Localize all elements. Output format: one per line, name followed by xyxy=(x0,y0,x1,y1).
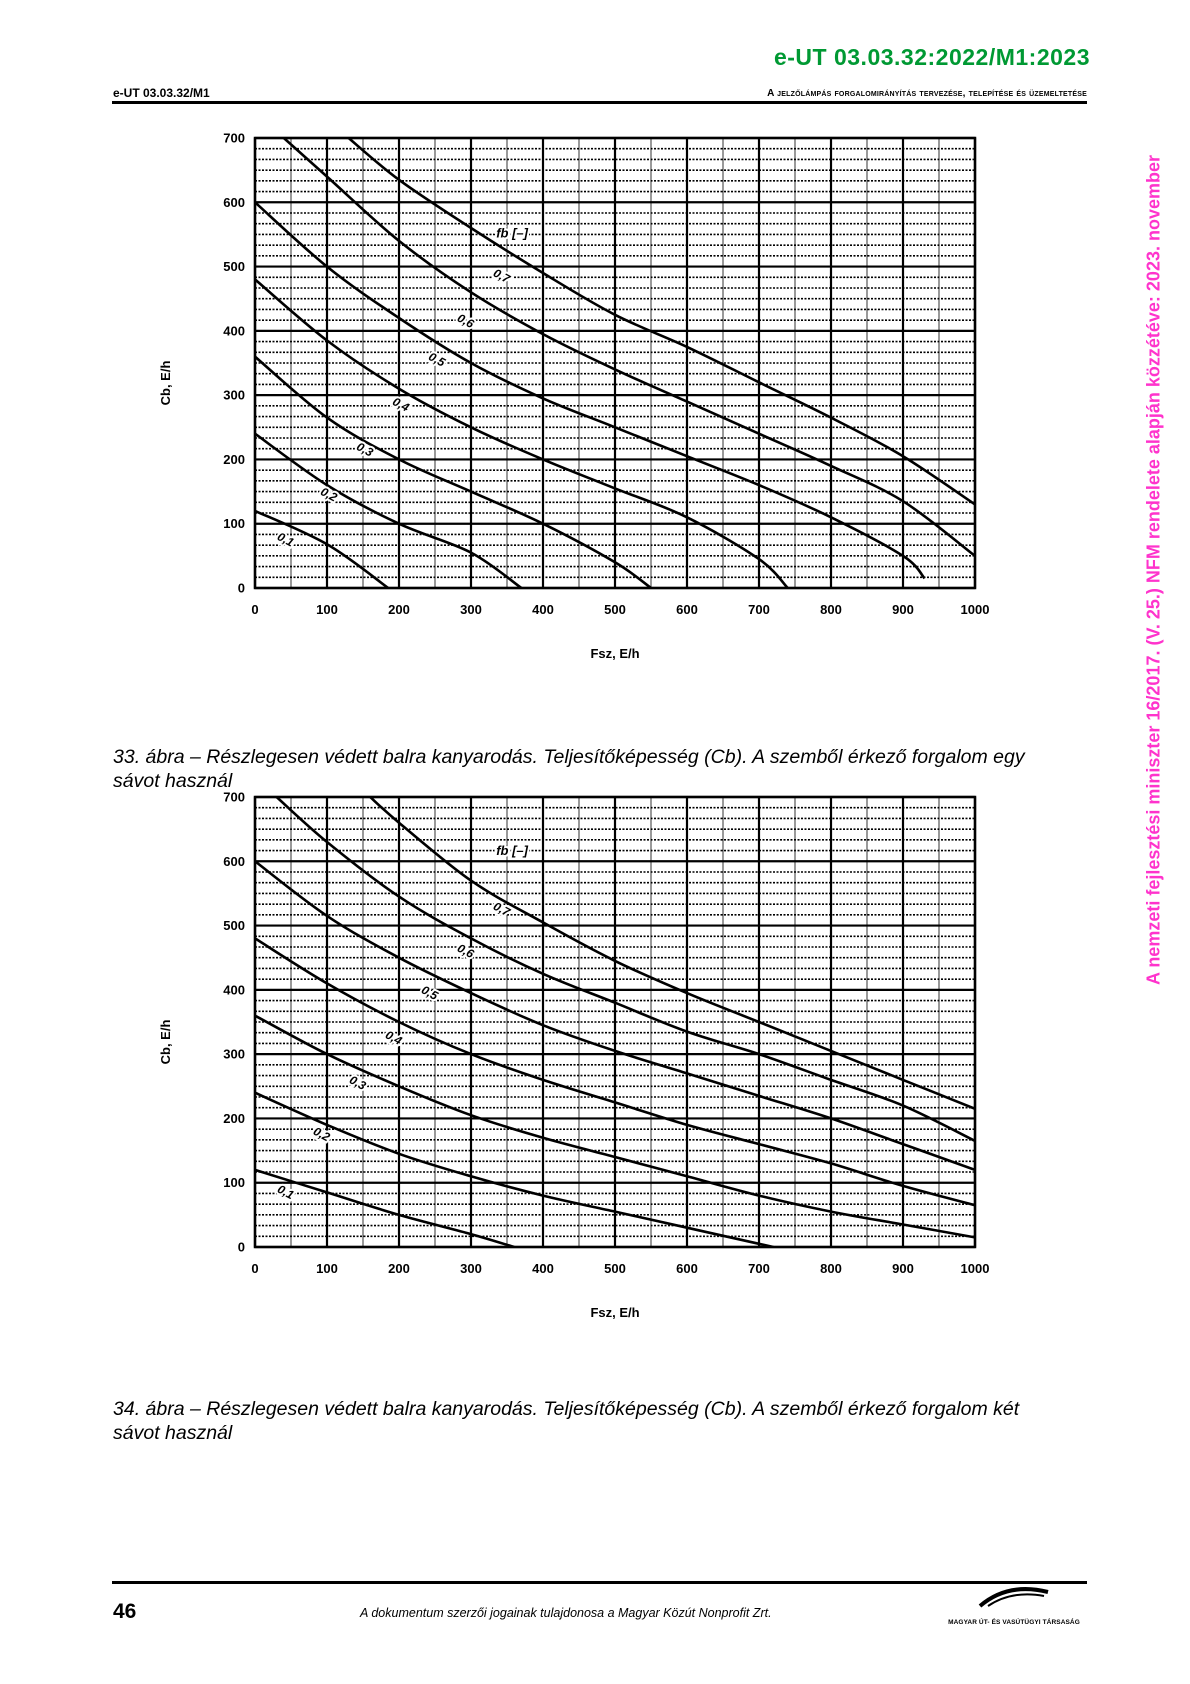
x-tick-label: 900 xyxy=(892,1261,914,1276)
figure-33-caption: 33. ábra – Részlegesen védett balra kanyarodás. Teljesítőképesség (Cb). A szemből érkező forgalom egy sávot használ xyxy=(113,746,1025,792)
publication-side-note: A nemzeti fejlesztési miniszter 16/2017. (V. 25.) NFM rendelete alapján közzétéve: 2023. november xyxy=(1143,155,1164,986)
x-tick-label: 200 xyxy=(388,602,410,617)
series-label: 0,7 xyxy=(491,899,513,920)
series-line xyxy=(255,511,388,588)
x-tick-label: 500 xyxy=(604,602,626,617)
x-tick-label: 0 xyxy=(251,602,259,617)
x-tick-label: 1000 xyxy=(960,1261,990,1276)
series-label: 0,1 xyxy=(275,1181,297,1203)
y-tick-label: 200 xyxy=(223,1110,245,1126)
legend-title: fb [–] xyxy=(496,225,528,241)
y-tick-label: 0 xyxy=(237,1239,245,1255)
x-tick-label: 100 xyxy=(316,1261,338,1276)
y-tick-label: 500 xyxy=(223,259,245,275)
y-tick-label: 0 xyxy=(237,580,245,596)
legend-title: fb [–] xyxy=(496,842,528,858)
x-tick-label: 400 xyxy=(532,1261,554,1276)
y-tick-label: 700 xyxy=(223,133,245,146)
x-tick-label: 300 xyxy=(460,602,482,617)
x-tick-label: 900 xyxy=(892,602,914,617)
y-axis-title: Cb, E/h xyxy=(158,1019,173,1065)
series-label: 0,7 xyxy=(491,265,513,286)
header-rule xyxy=(112,101,1087,104)
series-label: 0,4 xyxy=(383,1027,405,1048)
x-tick-label: 300 xyxy=(460,1261,482,1276)
series-line xyxy=(255,434,521,588)
y-tick-label: 300 xyxy=(223,387,245,403)
running-header-right: A jelzőlámpás forgalomirányítás tervezése, telepítése és üzemeltetése xyxy=(767,88,1087,99)
y-tick-label: 100 xyxy=(223,516,245,532)
x-tick-label: 200 xyxy=(388,1261,410,1276)
x-tick-label: 600 xyxy=(676,602,698,617)
series-label: 0,2 xyxy=(311,1124,333,1145)
y-tick-label: 300 xyxy=(223,1046,245,1062)
series-label: 0,2 xyxy=(318,484,340,505)
x-tick-label: 700 xyxy=(748,1261,770,1276)
footer-rule xyxy=(112,1581,1087,1584)
x-tick-label: 400 xyxy=(532,602,554,617)
y-tick-label: 200 xyxy=(223,451,245,467)
x-axis-title: Fsz, E/h xyxy=(590,646,640,661)
road-arc-icon xyxy=(978,1586,1050,1608)
series-line xyxy=(255,1170,514,1247)
x-tick-label: 1000 xyxy=(960,602,990,617)
x-axis-title: Fsz, E/h xyxy=(590,1305,640,1320)
series-label: 0,6 xyxy=(455,940,477,962)
series-line xyxy=(255,1093,773,1247)
series-label: 0,3 xyxy=(347,1072,369,1093)
series-label: 0,5 xyxy=(426,349,448,370)
y-tick-label: 400 xyxy=(223,982,245,998)
y-tick-label: 600 xyxy=(223,853,245,869)
x-tick-label: 100 xyxy=(316,602,338,617)
x-tick-label: 600 xyxy=(676,1261,698,1276)
series-label: 0,4 xyxy=(390,394,412,415)
series-label: 0,1 xyxy=(275,529,297,550)
publisher-logo-text: MAGYAR ÚT- ÉS VASÚTÜGYI TÁRSASÁG xyxy=(948,1619,1080,1626)
y-tick-label: 600 xyxy=(223,194,245,210)
y-axis-title: Cb, E/h xyxy=(158,360,173,406)
series-line xyxy=(255,202,925,578)
series-line xyxy=(255,357,651,588)
figure-33-chart xyxy=(140,133,1070,733)
series-label: 0,6 xyxy=(455,310,477,331)
y-tick-label: 400 xyxy=(223,323,245,339)
page-number: 46 xyxy=(113,1600,137,1623)
y-tick-label: 100 xyxy=(223,1175,245,1191)
publisher-logo xyxy=(940,1586,1088,1630)
y-tick-label: 700 xyxy=(223,792,245,805)
y-tick-label: 500 xyxy=(223,918,245,934)
series-label: 0,5 xyxy=(419,982,441,1003)
x-tick-label: 800 xyxy=(820,602,842,617)
x-tick-label: 700 xyxy=(748,602,770,617)
figure-34-caption: 34. ábra – Részlegesen védett balra kanyarodás. Teljesítőképesség (Cb). A szemből érkező forgalom két sávot használ xyxy=(113,1398,1020,1444)
x-tick-label: 800 xyxy=(820,1261,842,1276)
copyright-note: A dokumentum szerzői jogainak tulajdonosa a Magyar Közút Nonprofit Zrt. xyxy=(360,1606,772,1620)
series-line xyxy=(255,279,788,588)
running-header-left: e-UT 03.03.32/M1 xyxy=(113,86,210,100)
x-tick-label: 500 xyxy=(604,1261,626,1276)
figure-34-chart xyxy=(140,792,1070,1392)
series-label: 0,3 xyxy=(354,439,376,460)
document-code: e-UT 03.03.32:2022/M1:2023 xyxy=(773,44,1090,70)
x-tick-label: 0 xyxy=(251,1261,259,1276)
